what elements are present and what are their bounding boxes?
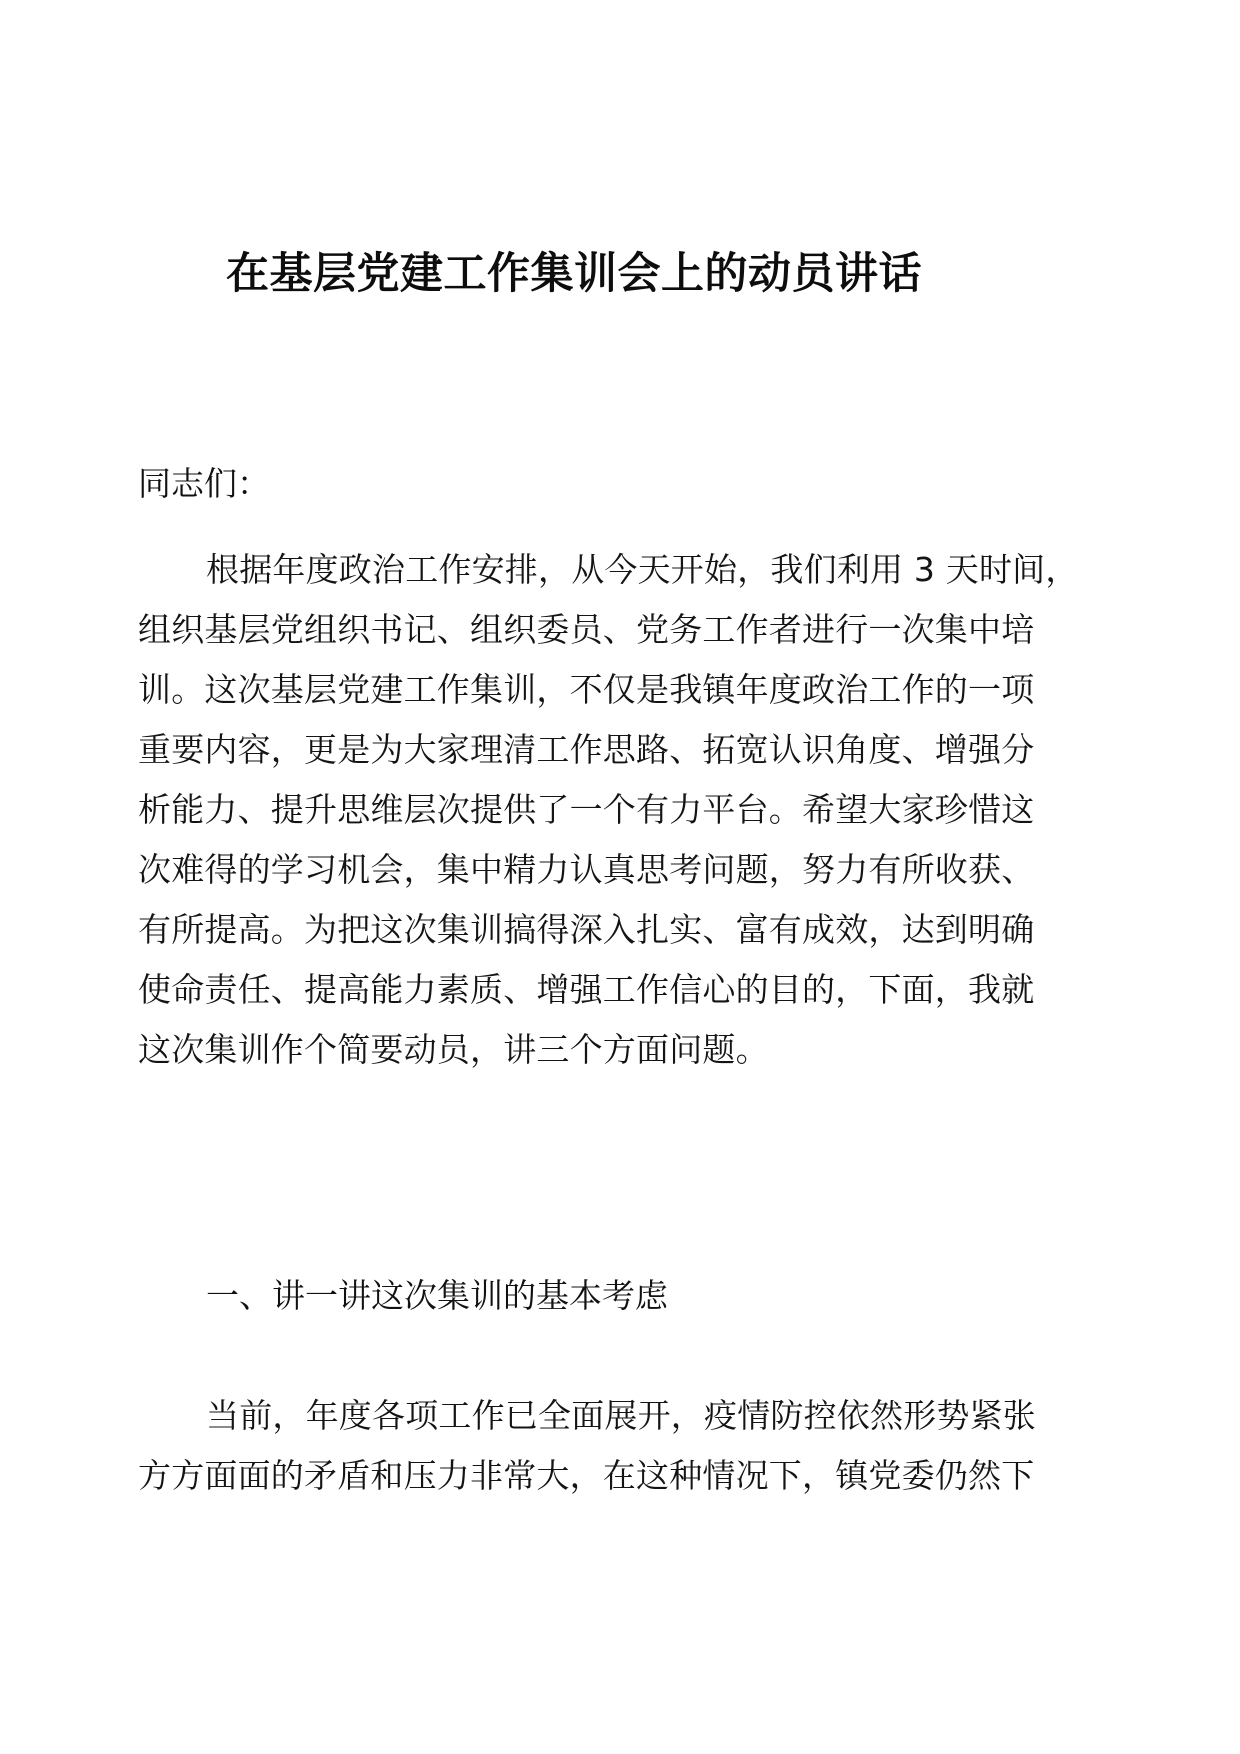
- section-heading-block: [138, 1266, 1010, 1326]
- text-line: 使命责任、提高能力素质、增强工作信心的目的，下面，我就: [138, 970, 1035, 1009]
- text-line: 方方面面的矛盾和压力非常大，在这种情况下，镇党委仍然下: [138, 1456, 1035, 1495]
- text-line: 根据年度政治工作安排，从今天开始，我们利用 3 天时间，: [206, 550, 1079, 589]
- text-line: 训。这次基层党建工作集训，不仅是我镇年度政治工作的一项: [138, 670, 1035, 709]
- intro-paragraph: [138, 540, 1079, 1080]
- page-title: 在基层党建工作集训会上的动员讲话: [226, 249, 922, 299]
- paragraph-intro: [138, 540, 1079, 1080]
- title-block: [138, 248, 1010, 302]
- text-line: 析能力、提升思维层次提供了一个有力平台。希望大家珍惜这: [138, 790, 1035, 829]
- text-line: 组织基层党组织书记、组织委员、党务工作者进行一次集中培: [138, 610, 1035, 649]
- section-one-paragraph: [138, 1386, 1036, 1506]
- text-line: 有所提高。为把这次集训搞得深入扎实、富有成效，达到明确: [138, 910, 1035, 949]
- text-line: 这次集训作个简要动员，讲三个方面问题。: [138, 1030, 769, 1069]
- text-line: 当前，年度各项工作已全面展开，疫情防控依然形势紧张: [206, 1396, 1036, 1435]
- paragraph-section-one: [138, 1386, 1036, 1506]
- text-line: 次难得的学习机会，集中精力认真思考问题，努力有所收获、: [138, 850, 1035, 889]
- text-line: 重要内容，更是为大家理清工作思路、拓宽认识角度、增强分: [138, 730, 1035, 769]
- salutation: 同志们：: [138, 464, 270, 503]
- section-heading-one: 一、讲一讲这次集训的基本考虑: [206, 1276, 668, 1315]
